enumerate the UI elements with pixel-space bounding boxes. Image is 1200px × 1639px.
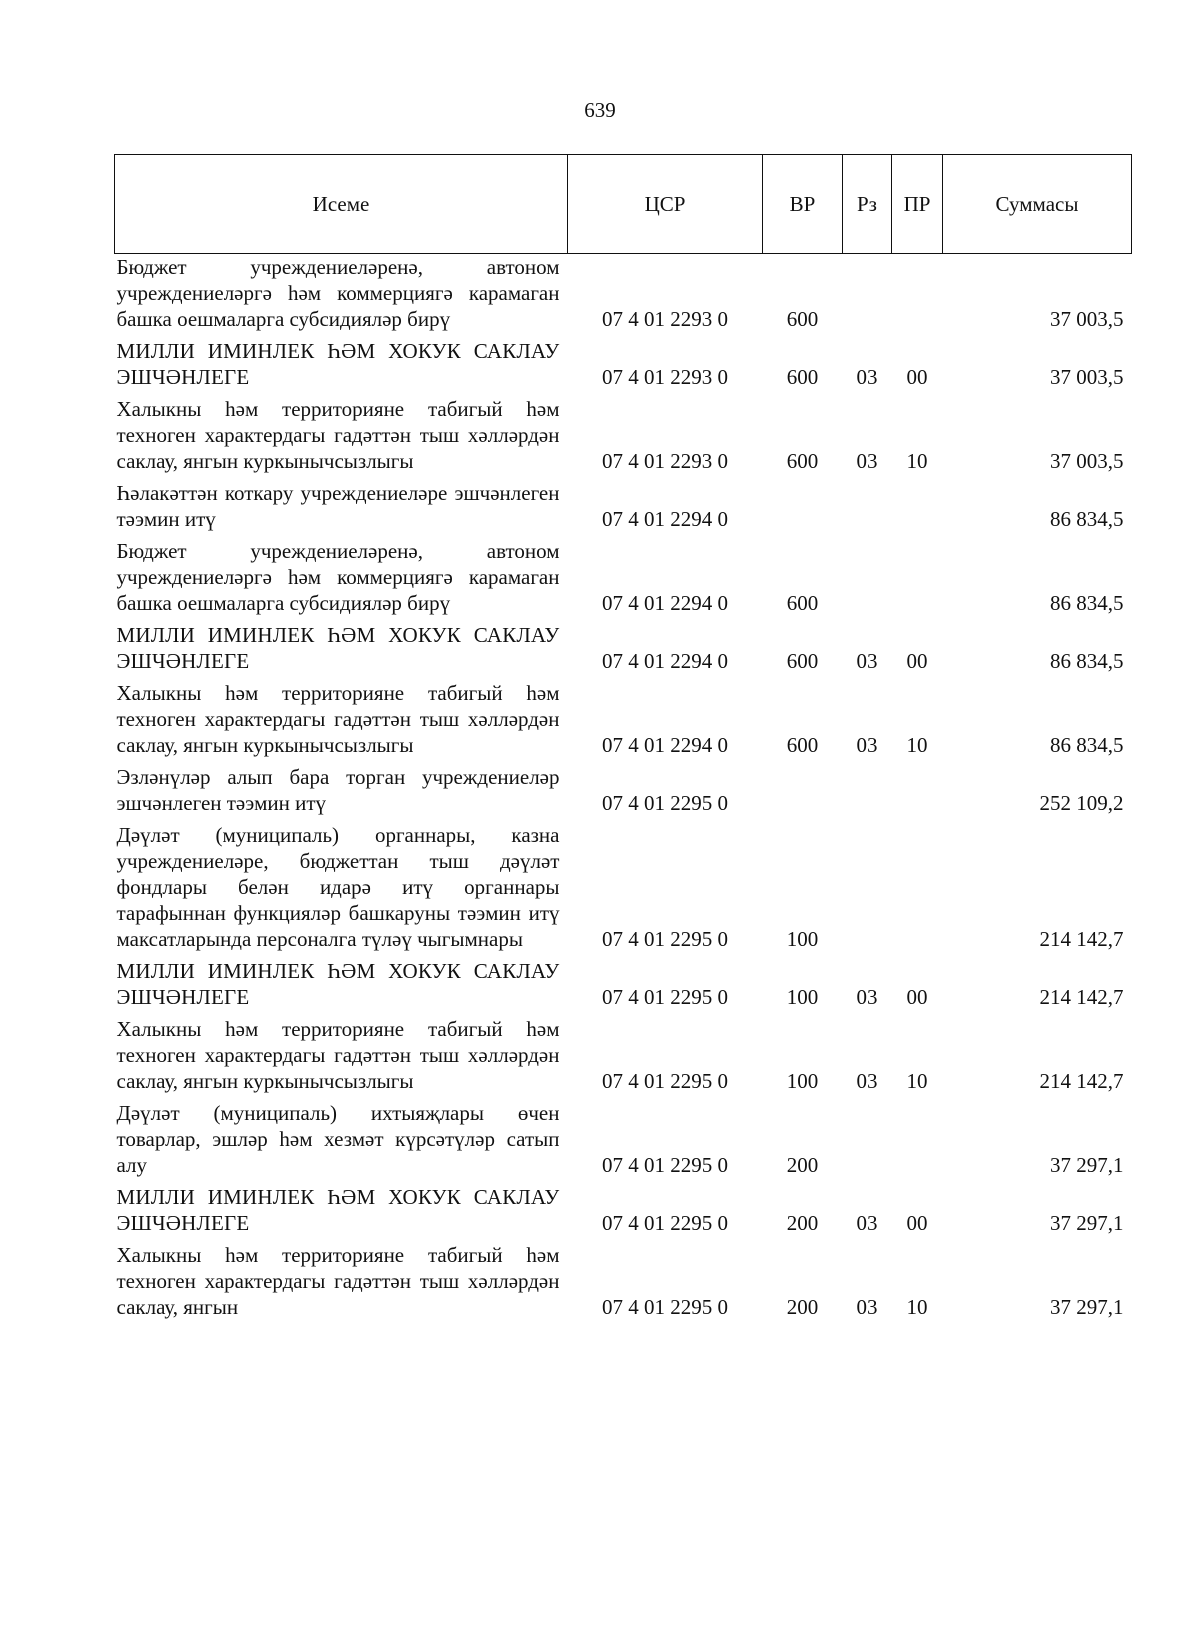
cell-name: Халыкны һәм территорияне табигый һәм техноген характердагы гадәттән тыш хәлләрдән саклау, янгын куркынычсызлыгы (116, 681, 560, 757)
header-vr: ВР (763, 155, 843, 254)
cell-pr (892, 535, 943, 619)
cell-name: МИЛЛИ ИМИНЛЕК ҺӘМ ХОКУК САКЛАУ ЭШЧӘНЛЕГЕ (116, 623, 560, 673)
cell-vr: 600 (786, 591, 819, 615)
cell-csr: 07 4 01 2294 0 (602, 591, 728, 615)
cell-name: Дәүләт (муниципаль) органнары, казна учреждениеләре, бюджеттан тыш дәүләт фондлары белән идарә итү органнары тарафыннан функцияләр башкаруны тәэмин итү максатларында персоналга түләү чыгымнары (116, 823, 560, 951)
cell-csr: 07 4 01 2293 0 (602, 365, 728, 389)
cell-sum: 86 834,5 (1050, 507, 1124, 531)
header-csr: ЦСР (568, 155, 763, 254)
cell-vr: 600 (786, 649, 819, 673)
cell-sum: 252 109,2 (1039, 791, 1124, 815)
table-row (115, 819, 1132, 955)
table-row (115, 619, 1132, 677)
cell-pr: 00 (906, 985, 928, 1009)
cell-name: Бюджет учреждениеләренә, автоном учреждениеләргә һәм коммерциягә карамаган башка оешмаларга субсидияләр бирү (116, 539, 560, 615)
cell-vr: 200 (786, 1153, 819, 1177)
table-row (115, 955, 1132, 1013)
cell-rz: 03 (856, 733, 878, 757)
cell-rz (843, 254, 892, 336)
cell-name: Халыкны һәм территорияне табигый һәм техноген характердагы гадәттән тыш хәлләрдән саклау, янгын куркынычсызлыгы (116, 1017, 560, 1093)
cell-pr: 00 (906, 365, 928, 389)
cell-rz: 03 (856, 649, 878, 673)
cell-vr (763, 477, 843, 535)
cell-vr: 100 (786, 1069, 819, 1093)
header-row (115, 155, 1132, 254)
cell-csr: 07 4 01 2295 0 (602, 927, 728, 951)
cell-csr: 07 4 01 2295 0 (602, 1153, 728, 1177)
table-row (115, 335, 1132, 393)
cell-pr (892, 761, 943, 819)
page-number: 639 (584, 98, 616, 122)
header-rz: Рз (843, 155, 892, 254)
header-sum: Суммасы (943, 155, 1132, 254)
cell-rz (843, 819, 892, 955)
cell-name: МИЛЛИ ИМИНЛЕК ҺӘМ ХОКУК САКЛАУ ЭШЧӘНЛЕГЕ (116, 959, 560, 1009)
table-body (115, 254, 1132, 1324)
cell-pr (892, 477, 943, 535)
cell-sum: 86 834,5 (1050, 649, 1124, 673)
cell-sum: 37 297,1 (1050, 1153, 1124, 1177)
cell-csr: 07 4 01 2294 0 (602, 649, 728, 673)
cell-sum: 86 834,5 (1050, 733, 1124, 757)
budget-table-container (114, 154, 1131, 1323)
cell-rz (843, 761, 892, 819)
table-row (115, 1239, 1132, 1323)
cell-csr: 07 4 01 2293 0 (602, 449, 728, 473)
cell-csr: 07 4 01 2293 0 (602, 307, 728, 331)
cell-rz (843, 535, 892, 619)
cell-rz: 03 (856, 985, 878, 1009)
cell-name: МИЛЛИ ИМИНЛЕК ҺӘМ ХОКУК САКЛАУ ЭШЧӘНЛЕГЕ (116, 1185, 560, 1235)
cell-vr: 600 (786, 365, 819, 389)
cell-rz: 03 (856, 365, 878, 389)
cell-vr: 200 (786, 1295, 819, 1319)
cell-rz (843, 477, 892, 535)
table-row (115, 1097, 1132, 1181)
table-row (115, 1181, 1132, 1239)
header-name: Исеме (115, 155, 568, 254)
cell-name: Эзләнүләр алып бара торган учреждениеләр эшчәнлеген тәэмин итү (116, 765, 560, 815)
cell-name: Халыкны һәм территорияне табигый һәм техноген характердагы гадәттән тыш хәлләрдән саклау, янгын (116, 1243, 560, 1319)
cell-pr: 00 (906, 1211, 928, 1235)
cell-vr: 100 (786, 985, 819, 1009)
cell-pr (892, 1097, 943, 1181)
cell-csr: 07 4 01 2295 0 (602, 1211, 728, 1235)
cell-sum: 214 142,7 (1039, 927, 1124, 951)
cell-vr (763, 761, 843, 819)
cell-name: МИЛЛИ ИМИНЛЕК ҺӘМ ХОКУК САКЛАУ ЭШЧӘНЛЕГЕ (116, 339, 560, 389)
cell-sum: 37 003,5 (1050, 449, 1124, 473)
cell-pr: 10 (906, 449, 928, 473)
cell-name: Бюджет учреждениеләренә, автоном учреждениеләргә һәм коммерциягә карамаган башка оешмаларга субсидияләр бирү (116, 255, 560, 331)
table-row (115, 761, 1132, 819)
table-row (115, 477, 1132, 535)
cell-sum: 214 142,7 (1039, 985, 1124, 1009)
header-pr: ПР (892, 155, 943, 254)
cell-vr: 200 (786, 1211, 819, 1235)
table-row (115, 535, 1132, 619)
cell-sum: 37 003,5 (1050, 307, 1124, 331)
cell-csr: 07 4 01 2295 0 (602, 791, 728, 815)
cell-rz: 03 (856, 1069, 878, 1093)
table-row (115, 677, 1132, 761)
cell-rz: 03 (856, 449, 878, 473)
table-header (115, 155, 1132, 254)
table-row (115, 254, 1132, 336)
cell-pr: 10 (906, 1295, 928, 1319)
cell-rz: 03 (856, 1295, 878, 1319)
cell-pr: 10 (906, 1069, 928, 1093)
budget-table (114, 154, 1132, 1323)
cell-name: Дәүләт (муниципаль) ихтыяҗлары өчен товарлар, эшләр һәм хезмәт күрсәтүләр сатып алу (116, 1101, 560, 1177)
table-row (115, 1013, 1132, 1097)
cell-sum: 37 003,5 (1050, 365, 1124, 389)
cell-pr (892, 819, 943, 955)
cell-vr: 600 (786, 733, 819, 757)
cell-vr: 600 (786, 307, 819, 331)
cell-csr: 07 4 01 2295 0 (602, 985, 728, 1009)
table-row (115, 393, 1132, 477)
cell-vr: 600 (786, 449, 819, 473)
cell-rz: 03 (856, 1211, 878, 1235)
cell-pr: 10 (906, 733, 928, 757)
cell-sum: 37 297,1 (1050, 1211, 1124, 1235)
cell-name: Һәлакәттән коткару учреждениеләре эшчәнлеген тәэмин итү (116, 481, 560, 531)
cell-sum: 37 297,1 (1050, 1295, 1124, 1319)
cell-rz (843, 1097, 892, 1181)
cell-pr: 00 (906, 649, 928, 673)
cell-sum: 214 142,7 (1039, 1069, 1124, 1093)
cell-csr: 07 4 01 2294 0 (602, 507, 728, 531)
cell-pr (892, 254, 943, 336)
cell-csr: 07 4 01 2294 0 (602, 733, 728, 757)
cell-csr: 07 4 01 2295 0 (602, 1295, 728, 1319)
cell-csr: 07 4 01 2295 0 (602, 1069, 728, 1093)
cell-name: Халыкны һәм территорияне табигый һәм техноген характердагы гадәттән тыш хәлләрдән саклау, янгын куркынычсызлыгы (116, 397, 560, 473)
cell-sum: 86 834,5 (1050, 591, 1124, 615)
cell-vr: 100 (786, 927, 819, 951)
